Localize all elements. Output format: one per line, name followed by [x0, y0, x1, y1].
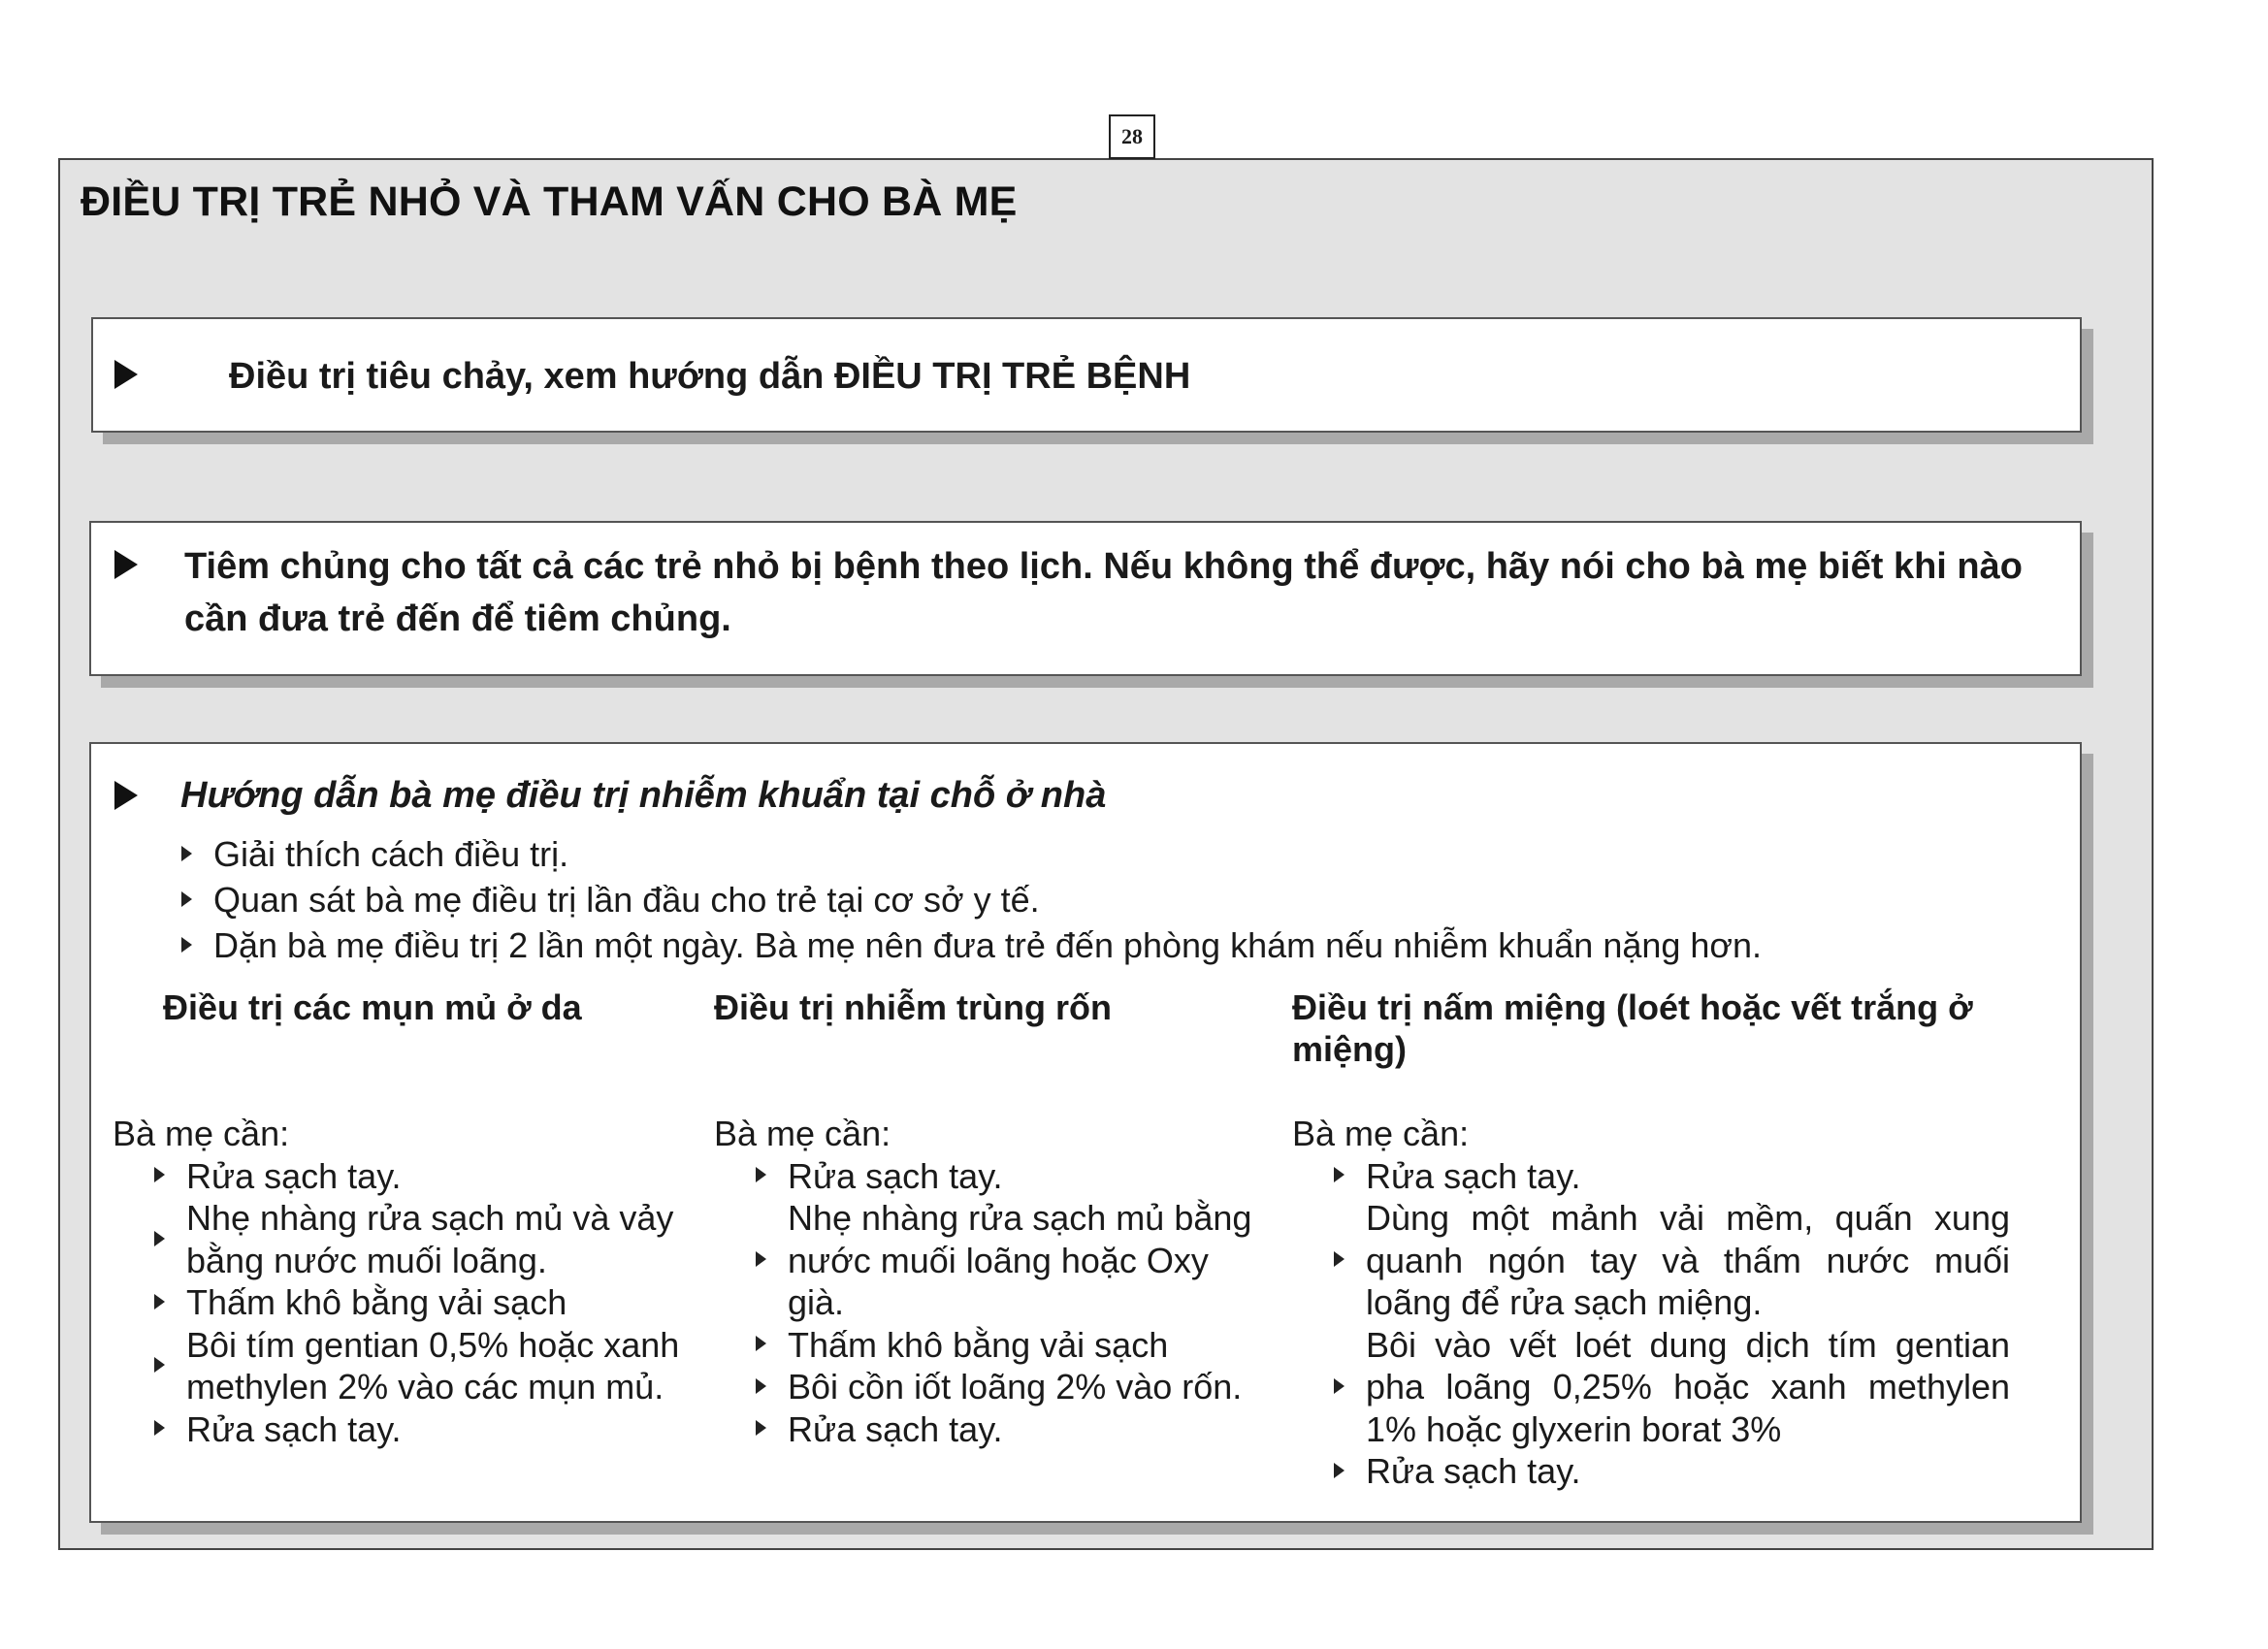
list-item: Rửa sạch tay. — [1331, 1155, 2010, 1198]
skin-pustules-column — [113, 986, 695, 1450]
steps-list — [1331, 1155, 2010, 1493]
list-item: Nhẹ nhàng rửa sạch mủ bằng nước muối loãng hoặc Oxy già. — [753, 1197, 1257, 1324]
arrow-right-icon — [114, 550, 138, 579]
column-lead: Bà mẹ cần: — [1292, 1114, 1470, 1153]
column-title: Điều trị nấm miệng (loét hoặc vết trắng ở miệng) — [1292, 987, 1973, 1069]
list-item: Rửa sạch tay. — [1331, 1450, 2010, 1493]
arrow-right-icon — [114, 781, 138, 810]
list-item: Bôi vào vết loét dung dịch tím gentian pha loãng 0,25% hoặc xanh methylen 1% hoặc glyxerin borat 3% — [1331, 1324, 2010, 1451]
list-item: Thấm khô bằng vải sạch — [151, 1281, 695, 1324]
column-lead: Bà mẹ cần: — [113, 1114, 290, 1153]
column-title: Điều trị các mụn mủ ở da — [163, 987, 582, 1027]
page-number: 28 — [1109, 114, 1155, 159]
list-item: Rửa sạch tay. — [151, 1408, 695, 1451]
list-item: Thấm khô bằng vải sạch — [753, 1324, 1257, 1367]
steps-list — [151, 1155, 695, 1451]
arrow-right-icon — [114, 360, 138, 389]
list-item: Nhẹ nhàng rửa sạch mủ và vảy bằng nước muối loãng. — [151, 1197, 695, 1281]
immunization-text: Tiêm chủng cho tất cả các trẻ nhỏ bị bệnh theo lịch. Nếu không thể được, hãy nói cho bà mẹ biết khi nào cần đưa trẻ đến để tiêm chủng. — [184, 546, 2023, 639]
list-item: Rửa sạch tay. — [753, 1155, 1257, 1198]
list-item: Dùng một mảnh vải mềm, quấn xung quanh ngón tay và thấm nước muối loãng để rửa sạch miệng. — [1331, 1197, 2010, 1324]
list-item: Bôi cồn iốt loãng 2% vào rốn. — [753, 1366, 1257, 1408]
list-item: Dặn bà mẹ điều trị 2 lần một ngày. Bà mẹ nên đưa trẻ đến phòng khám nếu nhiễm khuẩn nặng hơn. — [178, 922, 1762, 968]
local-infection-box — [89, 742, 2082, 1523]
list-item: Rửa sạch tay. — [753, 1408, 1257, 1451]
intro-list — [178, 831, 1762, 968]
list-item: Rửa sạch tay. — [151, 1155, 695, 1198]
immunization-box — [89, 521, 2082, 676]
list-item: Bôi tím gentian 0,5% hoặc xanh methylen 2% vào các mụn mủ. — [151, 1324, 695, 1408]
umbilical-infection-column — [714, 986, 1257, 1450]
list-item: Giải thích cách điều trị. — [178, 831, 1762, 877]
page-title: ĐIỀU TRỊ TRẺ NHỎ VÀ THAM VẤN CHO BÀ MẸ — [81, 178, 1018, 225]
diarrhea-treatment-box — [91, 317, 2082, 433]
oral-thrush-column — [1292, 986, 2010, 1493]
column-title: Điều trị nhiễm trùng rốn — [714, 987, 1112, 1027]
diarrhea-treatment-text: Điều trị tiêu chảy, xem hướng dẫn ĐIỀU TRỊ TRẺ BỆNH — [229, 356, 1191, 397]
steps-list — [753, 1155, 1257, 1451]
list-item: Quan sát bà mẹ điều trị lần đầu cho trẻ tại cơ sở y tế. — [178, 877, 1762, 922]
local-infection-heading: Hướng dẫn bà mẹ điều trị nhiễm khuẩn tại chỗ ở nhà — [180, 775, 1107, 816]
column-lead: Bà mẹ cần: — [714, 1114, 891, 1153]
